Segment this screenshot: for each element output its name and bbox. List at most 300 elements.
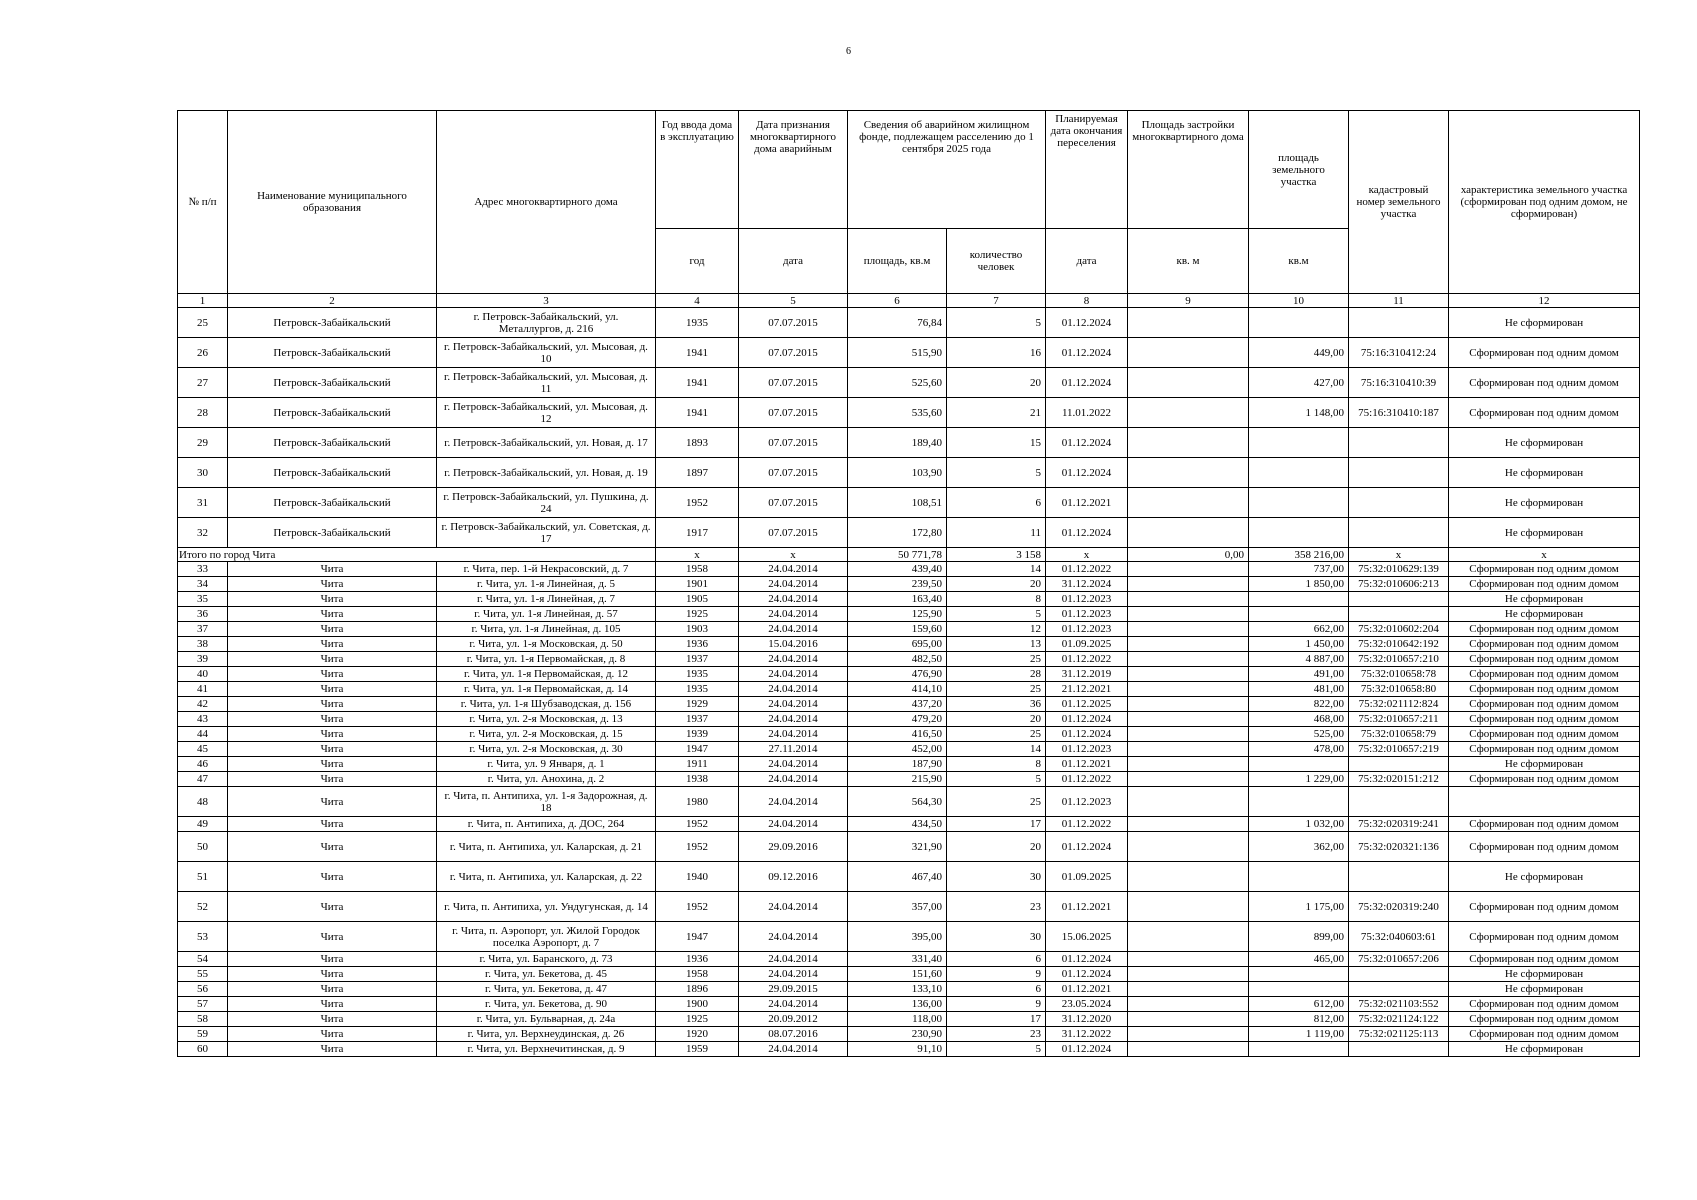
year-cell: 1952: [656, 488, 739, 518]
address-cell: г. Чита, ул. 1-я Первомайская, д. 8: [437, 652, 656, 667]
municipality-cell: Чита: [228, 757, 437, 772]
total-year: х: [656, 548, 739, 562]
cadastral-cell: 75:32:010658:79: [1349, 727, 1449, 742]
column-number: 10: [1249, 294, 1349, 308]
row-number: 58: [178, 1012, 228, 1027]
municipality-cell: Петровск-Забайкальский: [228, 398, 437, 428]
header-land-char: характеристика земельного участка (сформирован под одним домом, не сформирован): [1449, 111, 1640, 294]
date-cell: 07.07.2015: [739, 458, 848, 488]
land-char-cell: Не сформирован: [1449, 458, 1640, 488]
plan-date-cell: 01.12.2022: [1046, 652, 1128, 667]
land-area-cell: [1249, 488, 1349, 518]
row-number: 35: [178, 592, 228, 607]
area-cell: 163,40: [848, 592, 947, 607]
subheader-people: количество человек: [947, 229, 1046, 294]
address-cell: г. Чита, пер. 1-й Некрасовский, д. 7: [437, 562, 656, 577]
plan-date-cell: 01.12.2021: [1046, 488, 1128, 518]
land-char-cell: Сформирован под одним домом: [1449, 652, 1640, 667]
row-number: 42: [178, 697, 228, 712]
address-cell: г. Чита, п. Антипиха, ул. Каларская, д. 22: [437, 862, 656, 892]
land-area-cell: 468,00: [1249, 712, 1349, 727]
people-cell: 6: [947, 982, 1046, 997]
land-area-cell: 1 148,00: [1249, 398, 1349, 428]
building-area-cell: [1128, 757, 1249, 772]
table-row: [178, 772, 1640, 787]
date-cell: 07.07.2015: [739, 518, 848, 548]
plan-date-cell: 01.12.2024: [1046, 458, 1128, 488]
header-municipality: Наименование муниципального образования: [228, 111, 437, 294]
date-cell: 24.04.2014: [739, 652, 848, 667]
area-cell: 434,50: [848, 817, 947, 832]
cadastral-cell: [1349, 607, 1449, 622]
row-number: 40: [178, 667, 228, 682]
land-char-cell: Сформирован под одним домом: [1449, 817, 1640, 832]
people-cell: 25: [947, 652, 1046, 667]
total-cadastral: х: [1349, 548, 1449, 562]
address-cell: г. Чита, ул. 2-я Московская, д. 15: [437, 727, 656, 742]
municipality-cell: Чита: [228, 1027, 437, 1042]
land-char-cell: Сформирован под одним домом: [1449, 398, 1640, 428]
row-number: 29: [178, 428, 228, 458]
land-char-cell: Сформирован под одним домом: [1449, 562, 1640, 577]
row-number: 32: [178, 518, 228, 548]
municipality-cell: Чита: [228, 982, 437, 997]
column-number: 9: [1128, 294, 1249, 308]
date-cell: 07.07.2015: [739, 368, 848, 398]
plan-date-cell: 31.12.2019: [1046, 667, 1128, 682]
area-cell: 91,10: [848, 1042, 947, 1057]
year-cell: 1901: [656, 577, 739, 592]
land-area-cell: 1 450,00: [1249, 637, 1349, 652]
building-area-cell: [1128, 368, 1249, 398]
plan-date-cell: 01.12.2024: [1046, 967, 1128, 982]
address-cell: г. Чита, ул. Бульварная, д. 24а: [437, 1012, 656, 1027]
year-cell: 1938: [656, 772, 739, 787]
header-year-built: Год ввода дома в эксплуатацию: [656, 111, 739, 229]
area-cell: 395,00: [848, 922, 947, 952]
municipality-cell: Чита: [228, 1042, 437, 1057]
address-cell: г. Чита, п. Антипиха, ул. Каларская, д. 21: [437, 832, 656, 862]
table-body-chita: [178, 562, 1640, 1057]
plan-date-cell: 15.06.2025: [1046, 922, 1128, 952]
year-cell: 1903: [656, 622, 739, 637]
row-number: 59: [178, 1027, 228, 1042]
year-cell: 1936: [656, 637, 739, 652]
municipality-cell: Чита: [228, 832, 437, 862]
year-cell: 1896: [656, 982, 739, 997]
cadastral-cell: 75:32:010602:204: [1349, 622, 1449, 637]
table-row: [178, 428, 1640, 458]
land-char-cell: Не сформирован: [1449, 1042, 1640, 1057]
table-row: [178, 577, 1640, 592]
column-number-row: [178, 294, 1640, 308]
total-people: 3 158: [947, 548, 1046, 562]
date-cell: 08.07.2016: [739, 1027, 848, 1042]
land-char-cell: Не сформирован: [1449, 592, 1640, 607]
year-cell: 1935: [656, 308, 739, 338]
column-number: 12: [1449, 294, 1640, 308]
date-cell: 24.04.2014: [739, 772, 848, 787]
address-cell: г. Чита, ул. 1-я Линейная, д. 105: [437, 622, 656, 637]
plan-date-cell: 01.12.2024: [1046, 727, 1128, 742]
land-area-cell: [1249, 607, 1349, 622]
municipality-cell: Петровск-Забайкальский: [228, 458, 437, 488]
total-plan: х: [1046, 548, 1128, 562]
building-area-cell: [1128, 1027, 1249, 1042]
cadastral-cell: [1349, 982, 1449, 997]
land-area-cell: 525,00: [1249, 727, 1349, 742]
land-area-cell: [1249, 967, 1349, 982]
table-row: [178, 982, 1640, 997]
address-cell: г. Чита, ул. Бекетова, д. 47: [437, 982, 656, 997]
land-area-cell: 1 032,00: [1249, 817, 1349, 832]
land-area-cell: [1249, 862, 1349, 892]
row-number: 55: [178, 967, 228, 982]
cadastral-cell: 75:16:310412:24: [1349, 338, 1449, 368]
date-cell: 07.07.2015: [739, 398, 848, 428]
date-cell: 07.07.2015: [739, 428, 848, 458]
building-area-cell: [1128, 637, 1249, 652]
plan-date-cell: 01.12.2023: [1046, 742, 1128, 757]
table-row: [178, 952, 1640, 967]
land-area-cell: 812,00: [1249, 1012, 1349, 1027]
area-cell: 357,00: [848, 892, 947, 922]
address-cell: г. Чита, ул. 1-я Шубзаводская, д. 156: [437, 697, 656, 712]
row-number: 43: [178, 712, 228, 727]
people-cell: 23: [947, 1027, 1046, 1042]
land-area-cell: 478,00: [1249, 742, 1349, 757]
land-char-cell: Не сформирован: [1449, 967, 1640, 982]
table-row: [178, 712, 1640, 727]
column-number: 8: [1046, 294, 1128, 308]
building-area-cell: [1128, 562, 1249, 577]
land-area-cell: 427,00: [1249, 368, 1349, 398]
area-cell: 76,84: [848, 308, 947, 338]
year-cell: 1958: [656, 967, 739, 982]
column-number: 7: [947, 294, 1046, 308]
building-area-cell: [1128, 982, 1249, 997]
land-area-cell: 449,00: [1249, 338, 1349, 368]
year-cell: 1936: [656, 952, 739, 967]
header-building-area: Площадь застройки многоквартирного дома: [1128, 111, 1249, 229]
cadastral-cell: 75:32:010657:219: [1349, 742, 1449, 757]
row-number: 45: [178, 742, 228, 757]
municipality-cell: Петровск-Забайкальский: [228, 428, 437, 458]
municipality-cell: Петровск-Забайкальский: [228, 518, 437, 548]
date-cell: 24.04.2014: [739, 892, 848, 922]
total-date: х: [739, 548, 848, 562]
area-cell: 452,00: [848, 742, 947, 757]
plan-date-cell: 01.12.2023: [1046, 787, 1128, 817]
date-cell: 24.04.2014: [739, 577, 848, 592]
municipality-cell: Чита: [228, 817, 437, 832]
municipality-cell: Петровск-Забайкальский: [228, 488, 437, 518]
building-area-cell: [1128, 488, 1249, 518]
land-char-cell: Сформирован под одним домом: [1449, 712, 1640, 727]
plan-date-cell: 01.12.2022: [1046, 562, 1128, 577]
date-cell: 20.09.2012: [739, 1012, 848, 1027]
table-row: [178, 607, 1640, 622]
land-area-cell: [1249, 982, 1349, 997]
table-row: [178, 1012, 1640, 1027]
table-row: [178, 742, 1640, 757]
subheader-building-unit: кв. м: [1128, 229, 1249, 294]
building-area-cell: [1128, 458, 1249, 488]
table-body-petrovsk: [178, 308, 1640, 548]
municipality-cell: Петровск-Забайкальский: [228, 308, 437, 338]
land-char-cell: Не сформирован: [1449, 607, 1640, 622]
header-land-area: площадь земельного участка: [1249, 111, 1349, 229]
row-number: 54: [178, 952, 228, 967]
total-land-char: х: [1449, 548, 1640, 562]
address-cell: г. Чита, ул. 1-я Первомайская, д. 12: [437, 667, 656, 682]
municipality-cell: Чита: [228, 667, 437, 682]
people-cell: 17: [947, 817, 1046, 832]
area-cell: 482,50: [848, 652, 947, 667]
area-cell: 159,60: [848, 622, 947, 637]
land-char-cell: Сформирован под одним домом: [1449, 577, 1640, 592]
municipality-cell: Чита: [228, 577, 437, 592]
date-cell: 24.04.2014: [739, 697, 848, 712]
date-cell: 07.07.2015: [739, 338, 848, 368]
land-char-cell: Сформирован под одним домом: [1449, 727, 1640, 742]
row-number: 36: [178, 607, 228, 622]
land-char-cell: Не сформирован: [1449, 982, 1640, 997]
table-row: [178, 832, 1640, 862]
land-char-cell: Сформирован под одним домом: [1449, 622, 1640, 637]
cadastral-cell: [1349, 1042, 1449, 1057]
plan-date-cell: 01.12.2021: [1046, 982, 1128, 997]
building-area-cell: [1128, 817, 1249, 832]
plan-date-cell: 31.12.2020: [1046, 1012, 1128, 1027]
address-cell: г. Чита, ул. Верхнеудинская, д. 26: [437, 1027, 656, 1042]
year-cell: 1925: [656, 607, 739, 622]
year-cell: 1905: [656, 592, 739, 607]
date-cell: 24.04.2014: [739, 757, 848, 772]
building-area-cell: [1128, 622, 1249, 637]
cadastral-cell: 75:32:010658:80: [1349, 682, 1449, 697]
header-address: Адрес многоквартирного дома: [437, 111, 656, 294]
area-cell: 118,00: [848, 1012, 947, 1027]
land-area-cell: [1249, 518, 1349, 548]
building-area-cell: [1128, 1012, 1249, 1027]
row-number: 46: [178, 757, 228, 772]
cadastral-cell: [1349, 592, 1449, 607]
column-number: 1: [178, 294, 228, 308]
date-cell: 07.07.2015: [739, 308, 848, 338]
plan-date-cell: 01.12.2021: [1046, 892, 1128, 922]
people-cell: 25: [947, 727, 1046, 742]
year-cell: 1911: [656, 757, 739, 772]
area-cell: 172,80: [848, 518, 947, 548]
cadastral-cell: 75:32:040603:61: [1349, 922, 1449, 952]
people-cell: 17: [947, 1012, 1046, 1027]
area-cell: 535,60: [848, 398, 947, 428]
municipality-cell: Чита: [228, 697, 437, 712]
date-cell: 24.04.2014: [739, 592, 848, 607]
land-char-cell: Сформирован под одним домом: [1449, 338, 1640, 368]
people-cell: 30: [947, 922, 1046, 952]
municipality-cell: Чита: [228, 652, 437, 667]
cadastral-cell: 75:32:010606:213: [1349, 577, 1449, 592]
cadastral-cell: [1349, 757, 1449, 772]
people-cell: 5: [947, 607, 1046, 622]
people-cell: 14: [947, 742, 1046, 757]
area-cell: 187,90: [848, 757, 947, 772]
table-row: [178, 1027, 1640, 1042]
municipality-cell: Чита: [228, 967, 437, 982]
land-area-cell: 1 175,00: [1249, 892, 1349, 922]
table-row: [178, 922, 1640, 952]
table-row: [178, 892, 1640, 922]
land-area-cell: 662,00: [1249, 622, 1349, 637]
year-cell: 1925: [656, 1012, 739, 1027]
people-cell: 5: [947, 308, 1046, 338]
area-cell: 437,20: [848, 697, 947, 712]
row-number: 52: [178, 892, 228, 922]
cadastral-cell: [1349, 488, 1449, 518]
date-cell: 29.09.2016: [739, 832, 848, 862]
people-cell: 20: [947, 577, 1046, 592]
land-char-cell: Сформирован под одним домом: [1449, 832, 1640, 862]
row-number: 60: [178, 1042, 228, 1057]
table-row: [178, 458, 1640, 488]
total-row: [178, 548, 1640, 562]
row-number: 44: [178, 727, 228, 742]
table-row: [178, 592, 1640, 607]
land-char-cell: Сформирован под одним домом: [1449, 1012, 1640, 1027]
year-cell: 1940: [656, 862, 739, 892]
table-row: [178, 562, 1640, 577]
row-number: 37: [178, 622, 228, 637]
area-cell: 467,40: [848, 862, 947, 892]
year-cell: 1980: [656, 787, 739, 817]
year-cell: 1952: [656, 832, 739, 862]
address-cell: г. Петровск-Забайкальский, ул. Новая, д. 19: [437, 458, 656, 488]
people-cell: 20: [947, 368, 1046, 398]
cadastral-cell: 75:32:010642:192: [1349, 637, 1449, 652]
row-number: 53: [178, 922, 228, 952]
people-cell: 6: [947, 488, 1046, 518]
plan-date-cell: 01.12.2024: [1046, 428, 1128, 458]
land-char-cell: Не сформирован: [1449, 308, 1640, 338]
municipality-cell: Чита: [228, 787, 437, 817]
cadastral-cell: 75:32:010657:210: [1349, 652, 1449, 667]
year-cell: 1937: [656, 712, 739, 727]
land-char-cell: Сформирован под одним домом: [1449, 952, 1640, 967]
subheader-area: площадь, кв.м: [848, 229, 947, 294]
address-cell: г. Чита, п. Антипиха, ул. Ундугунская, д. 14: [437, 892, 656, 922]
table-row: [178, 697, 1640, 712]
municipality-cell: Чита: [228, 682, 437, 697]
column-number: 3: [437, 294, 656, 308]
plan-date-cell: 23.05.2024: [1046, 997, 1128, 1012]
building-area-cell: [1128, 952, 1249, 967]
building-area-cell: [1128, 428, 1249, 458]
table-row: [178, 757, 1640, 772]
cadastral-cell: 75:32:010657:206: [1349, 952, 1449, 967]
table-row: [178, 682, 1640, 697]
plan-date-cell: 01.12.2022: [1046, 772, 1128, 787]
people-cell: 20: [947, 832, 1046, 862]
land-char-cell: Не сформирован: [1449, 757, 1640, 772]
land-char-cell: Сформирован под одним домом: [1449, 637, 1640, 652]
building-area-cell: [1128, 592, 1249, 607]
subheader-date: дата: [739, 229, 848, 294]
plan-date-cell: 01.12.2024: [1046, 952, 1128, 967]
date-cell: 24.04.2014: [739, 562, 848, 577]
people-cell: 36: [947, 697, 1046, 712]
row-number: 38: [178, 637, 228, 652]
people-cell: 16: [947, 338, 1046, 368]
area-cell: 103,90: [848, 458, 947, 488]
cadastral-cell: 75:32:010629:139: [1349, 562, 1449, 577]
year-cell: 1937: [656, 652, 739, 667]
land-char-cell: Сформирован под одним домом: [1449, 892, 1640, 922]
table-row: [178, 1042, 1640, 1057]
building-area-cell: [1128, 922, 1249, 952]
land-area-cell: [1249, 592, 1349, 607]
land-area-cell: 481,00: [1249, 682, 1349, 697]
land-area-cell: [1249, 428, 1349, 458]
table-row: [178, 518, 1640, 548]
land-area-cell: [1249, 1042, 1349, 1057]
cadastral-cell: [1349, 787, 1449, 817]
plan-date-cell: 01.12.2024: [1046, 518, 1128, 548]
area-cell: 476,90: [848, 667, 947, 682]
address-cell: г. Чита, п. Антипиха, ул. 1-я Задорожная, д. 18: [437, 787, 656, 817]
header-cadastral: кадастровый номер земельного участка: [1349, 111, 1449, 294]
land-area-cell: [1249, 757, 1349, 772]
date-cell: 24.04.2014: [739, 727, 848, 742]
plan-date-cell: 11.01.2022: [1046, 398, 1128, 428]
year-cell: 1929: [656, 697, 739, 712]
building-area-cell: [1128, 398, 1249, 428]
row-number: 31: [178, 488, 228, 518]
municipality-cell: Чита: [228, 742, 437, 757]
land-char-cell: Сформирован под одним домом: [1449, 997, 1640, 1012]
land-area-cell: 362,00: [1249, 832, 1349, 862]
column-number: 5: [739, 294, 848, 308]
address-cell: г. Петровск-Забайкальский, ул. Пушкина, д. 24: [437, 488, 656, 518]
building-area-cell: [1128, 742, 1249, 757]
land-area-cell: 465,00: [1249, 952, 1349, 967]
total-land-area: 358 216,00: [1249, 548, 1349, 562]
plan-date-cell: 01.09.2025: [1046, 862, 1128, 892]
table-row: [178, 368, 1640, 398]
people-cell: 6: [947, 952, 1046, 967]
cadastral-cell: 75:32:020319:241: [1349, 817, 1449, 832]
land-char-cell: Сформирован под одним домом: [1449, 1027, 1640, 1042]
people-cell: 30: [947, 862, 1046, 892]
page-number: 6: [846, 46, 851, 57]
address-cell: г. Чита, ул. Баранского, д. 73: [437, 952, 656, 967]
row-number: 51: [178, 862, 228, 892]
year-cell: 1958: [656, 562, 739, 577]
cadastral-cell: 75:32:020151:212: [1349, 772, 1449, 787]
date-cell: 24.04.2014: [739, 787, 848, 817]
area-cell: 215,90: [848, 772, 947, 787]
municipality-cell: Чита: [228, 772, 437, 787]
row-number: 30: [178, 458, 228, 488]
people-cell: 5: [947, 458, 1046, 488]
year-cell: 1939: [656, 727, 739, 742]
table-row: [178, 637, 1640, 652]
plan-date-cell: 01.12.2024: [1046, 832, 1128, 862]
table-row: [178, 398, 1640, 428]
municipality-cell: Петровск-Забайкальский: [228, 368, 437, 398]
date-cell: 24.04.2014: [739, 622, 848, 637]
